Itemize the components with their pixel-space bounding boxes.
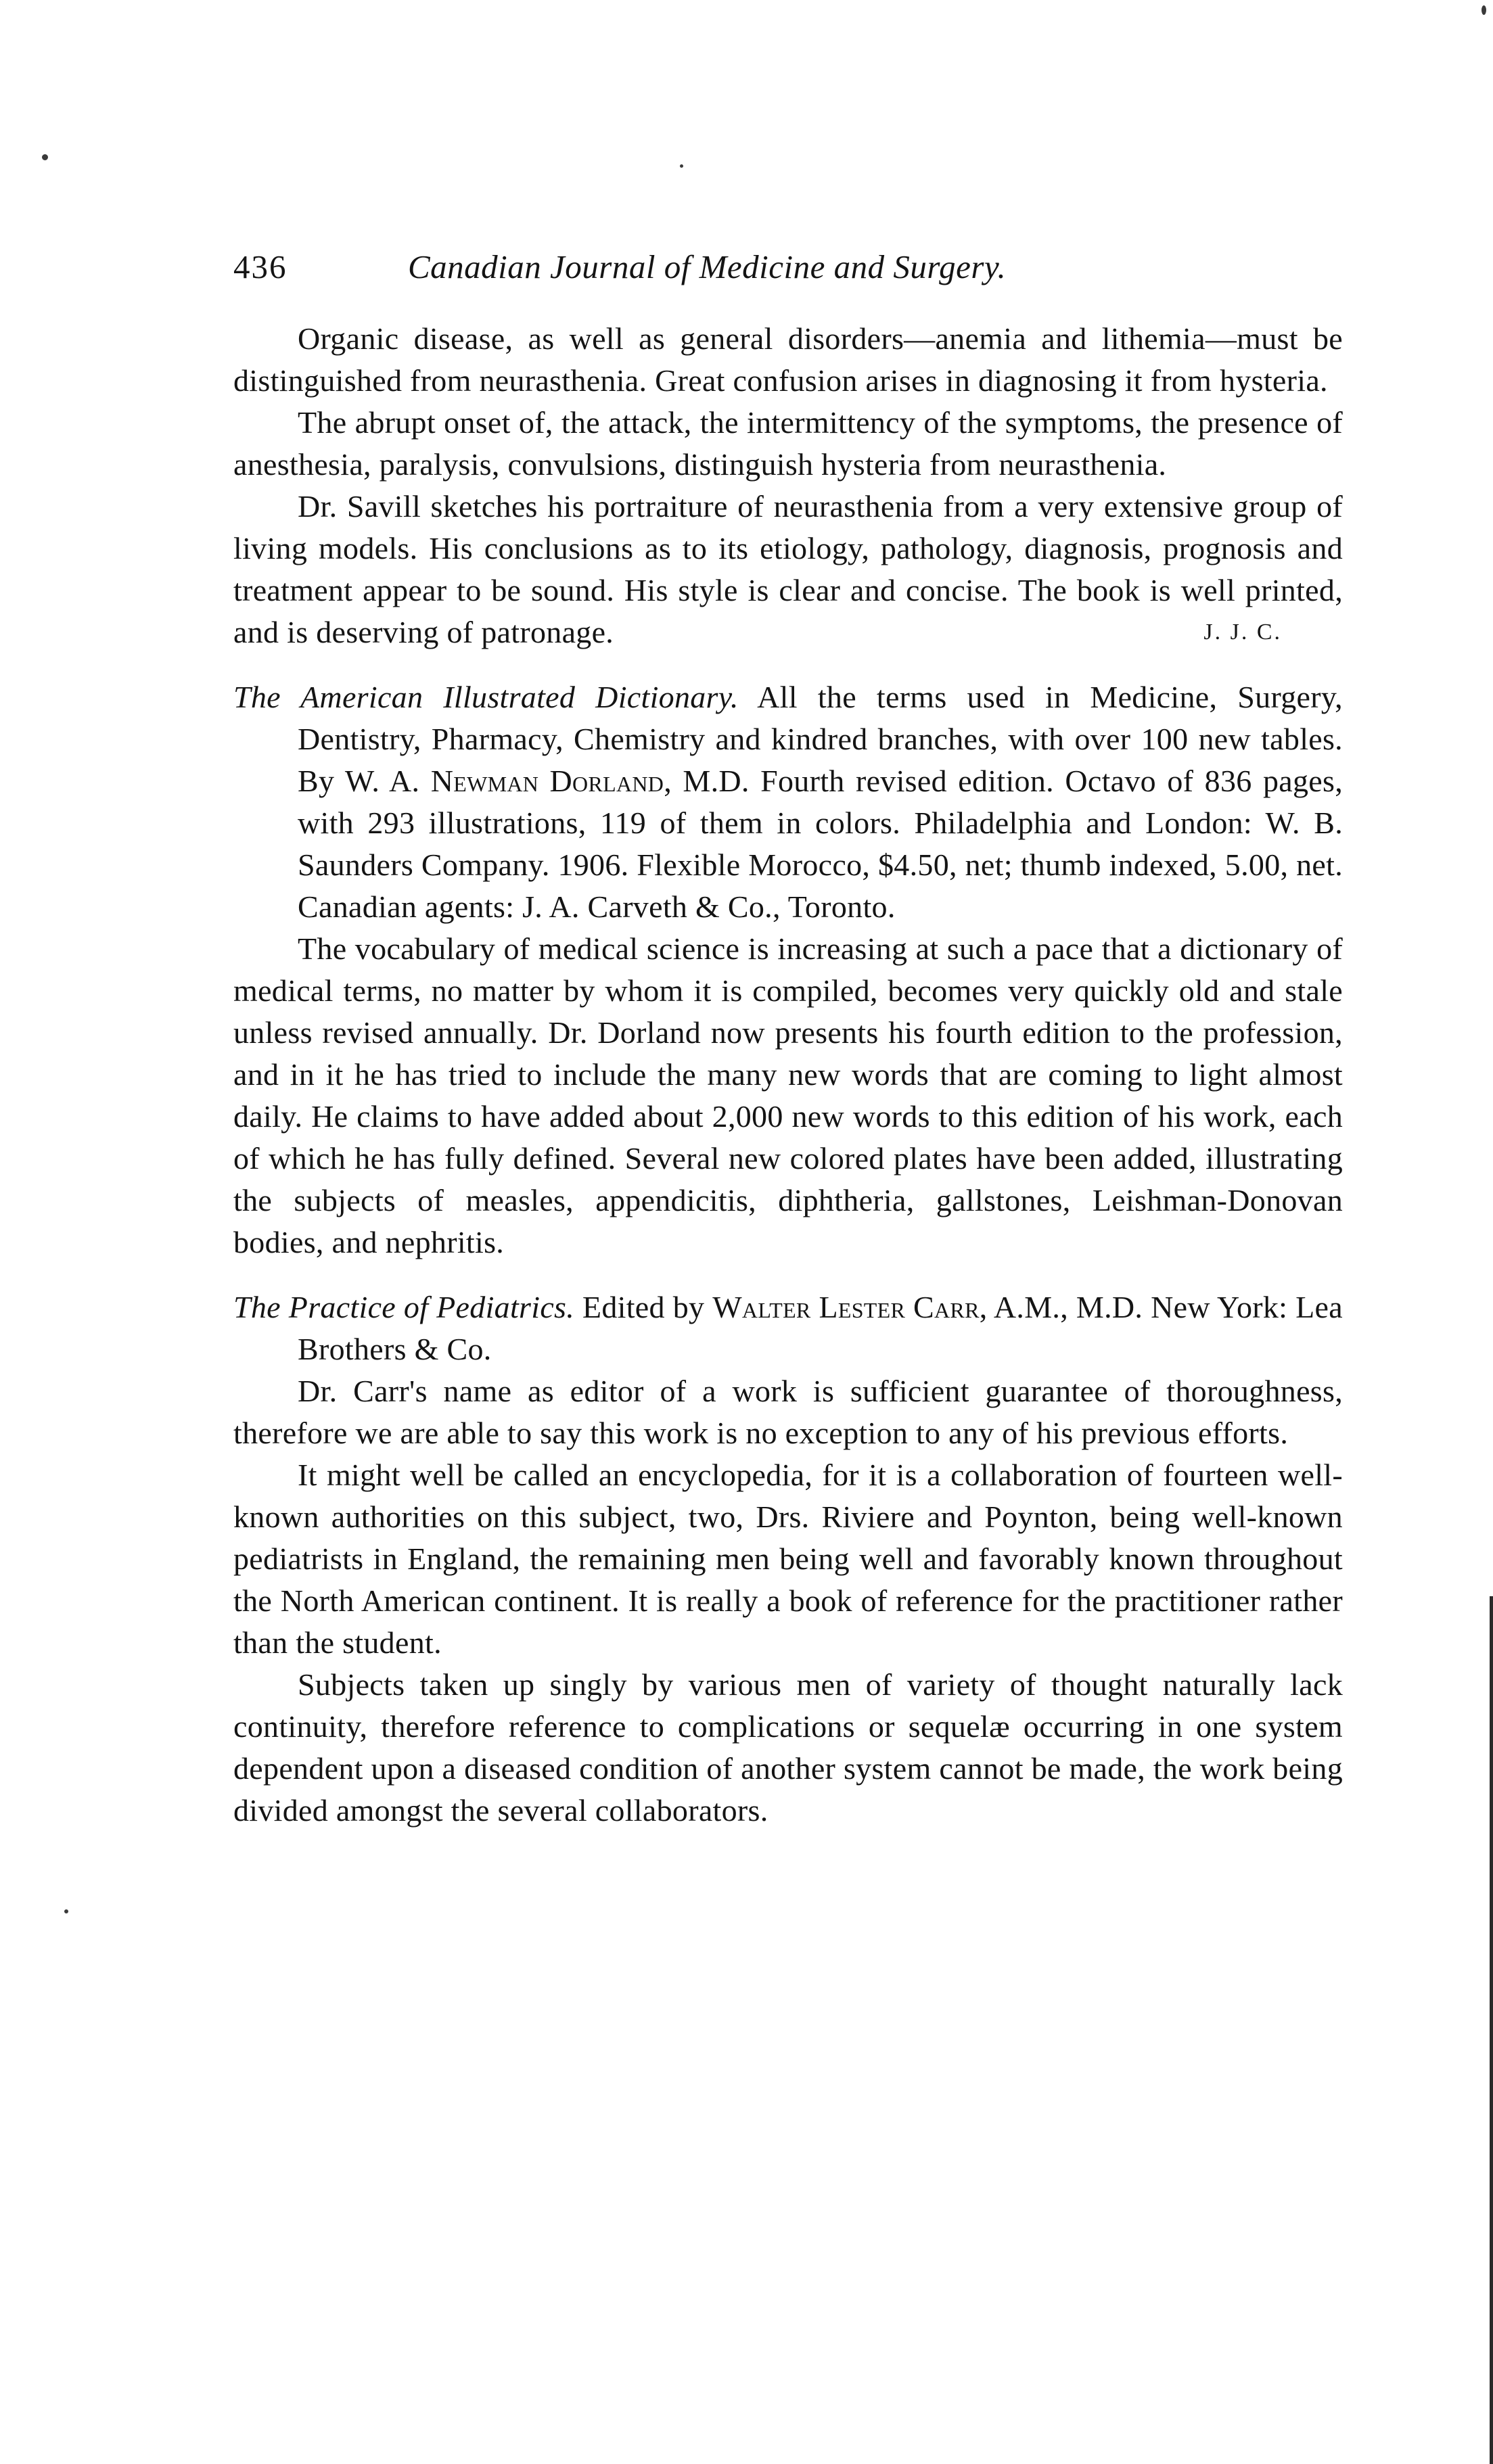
scan-speck — [64, 1909, 68, 1913]
review2-entry-text-a: All the terms used in Medicine, Surgery, Dentistry, Pharmacy, Chemistry and kindred branches, with over 100 new tables. By W. A. — [298, 680, 1343, 798]
review2-author-name: Newman Dorland — [430, 764, 664, 798]
review1-paragraph-2: The abrupt onset of, the attack, the intermittency of the symptoms, the presence of anesthesia, paralysis, convulsions, distinguish hysteria from neurasthenia. — [233, 405, 1343, 482]
review3-book-entry — [233, 1286, 1343, 1370]
page-edge-line — [1490, 1596, 1493, 2464]
running-header — [233, 240, 1343, 294]
review3-paragraph-2: It might well be called an encyclopedia, for it is a collaboration of fourteen well-known authorities on this subject, two, Drs. Riviere and Poynton, being well-known pediatrists in England, the remaining men being well and favorably known throughout the North American continent. It is really a book of reference for the practitioner rather than the student. — [233, 1458, 1343, 1660]
review3-paragraph-3: Subjects taken up singly by various men of variety of thought naturally lack continuity, therefore reference to complications or sequelæ occurring in one system dependent upon a diseased condition of another system cannot be made, the work being divided amongst the several collaborators. — [233, 1667, 1343, 1828]
journal-title: Canadian Journal of Medicine and Surgery. — [408, 248, 1007, 285]
article-body — [233, 318, 1343, 1832]
review2-entry-text-b: , M.D. Fourth revised edition. Octavo of 836 pages, with 293 illustrations, 119 of them in colors. Philadelphia and London: W. B. Saunders Company. 1906. Flexible Morocco, $4.50, net; thumb indexed, 5.00, net. Canadian agents: J. A. Carveth & Co., Toronto. — [298, 764, 1343, 924]
review2-book-title: The American Illustrated Dictionary. — [233, 680, 739, 714]
review1-paragraph-3 — [233, 486, 1343, 653]
review3-entry-text-b: , A.M., M.D. New York: Lea Brothers & Co. — [298, 1290, 1343, 1366]
scan-speck — [680, 164, 683, 168]
scan-speck — [42, 154, 48, 160]
page-number: 436 — [233, 248, 288, 285]
review2-paragraph-1: The vocabulary of medical science is increasing at such a pace that a dictionary of medical terms, no matter by whom it is compiled, becomes very quickly old and stale unless revised annually. Dr. Dorland now presents his fourth edition to the profession, and in it he has tried to include the many new words that are coming to light almost daily. He claims to have added about 2,000 new words to this edition of his work, each of which he has fully defined. Several new colored plates have been added, illustrating the subjects of measles, appendicitis, diphtheria, gallstones, Leishman-Donovan bodies, and nephritis. — [233, 931, 1343, 1259]
review3-entry-text-a: Edited by — [574, 1290, 713, 1324]
review3-author-name: Walter Lester Carr — [712, 1290, 980, 1324]
reviewer-signature: J. J. C. — [1203, 620, 1282, 645]
review1-paragraph-3-text: Dr. Savill sketches his portraiture of neurasthenia from a very extensive group of living models. His conclusions as to its etiology, pathology, diagnosis, prognosis and treatment appear to be sound. His style is clear and concise. The book is well printed, and is deserving of patronage. — [233, 489, 1343, 649]
review3-book-title: The Practice of Pediatrics. — [233, 1290, 575, 1324]
review1-paragraph-1: Organic disease, as well as general disorders—anemia and lithemia—must be distinguished from neurasthenia. Great confusion arises in diagnosing it from hysteria. — [233, 321, 1343, 398]
review3-paragraph-1: Dr. Carr's name as editor of a work is sufficient guarantee of thoroughness, therefore we are able to say this work is no exception to any of his previous efforts. — [233, 1374, 1343, 1450]
review2-book-entry — [233, 676, 1343, 928]
scan-speck — [1481, 5, 1486, 15]
